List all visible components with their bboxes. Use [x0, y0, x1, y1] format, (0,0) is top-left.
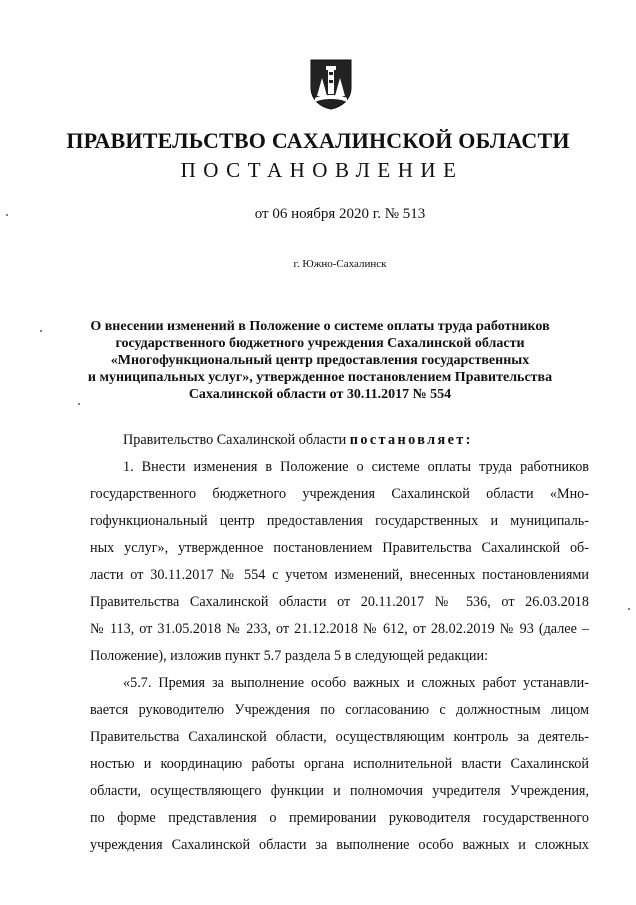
body-line: по форме представления о премировании руководителя государственного	[90, 810, 589, 826]
scan-speck	[40, 330, 42, 332]
document-city: г. Южно-Сахалинск	[293, 258, 387, 270]
subject-line: и муниципальных услуг», утвержденное постановлением Правительства	[87, 370, 553, 385]
preamble-emphasis: постановляет:	[349, 432, 473, 448]
document-body	[90, 427, 589, 859]
body-line: Положение), изложив пункт 5.7 раздела 5 в следующей редакции:	[90, 648, 489, 664]
body-line: «5.7. Премия за выполнение особо важных и сложных работ устанавли-	[123, 675, 589, 691]
body-line: области, осуществляющего функции и полномочия учредителя Учреждения,	[90, 783, 589, 799]
subject-line: государственного бюджетного учреждения Сахалинской области	[115, 336, 525, 351]
subject-line: О внесении изменений в Положение о системе оплаты труда работников	[90, 319, 550, 334]
body-line: 1. Внести изменения в Положение о системе оплаты труда работников	[123, 459, 589, 475]
scan-speck	[78, 403, 80, 405]
coat-of-arms-icon	[309, 58, 353, 110]
body-line: № 113, от 31.05.2018 № 233, от 21.12.2018 № 612, от 28.02.2019 № 93 (далее –	[90, 621, 589, 637]
body-line: ных услуг», утвержденное постановлением Правительства Сахалинской об-	[90, 540, 589, 556]
preamble-text: Правительство Сахалинской области	[123, 432, 350, 448]
body-line: учреждения Сахалинской области за выполнение особо важных и сложных	[90, 837, 589, 853]
body-line: ласти от 30.11.2017 № 554 с учетом изменений, внесенных постановлениями	[90, 567, 589, 583]
government-title: ПРАВИТЕЛЬСТВО САХАЛИНСКОЙ ОБЛАСТИ	[66, 128, 570, 153]
subject-line: «Многофункциональный центр предоставления государственных	[110, 353, 530, 368]
body-line: Правительства Сахалинской области, осуществляющим контроль за деятель-	[90, 729, 589, 745]
document-type: ПОСТАНОВЛЕНИЕ	[180, 158, 464, 182]
body-line: вается руководителю Учреждения по согласованию с должностным лицом	[90, 702, 589, 718]
document-date-number: от 06 ноября 2020 г. № 513	[254, 206, 426, 222]
subject-line: Сахалинской области от 30.11.2017 № 554	[188, 387, 452, 402]
document-subject	[70, 318, 570, 403]
preamble-line	[90, 427, 589, 454]
body-line: ностью и координацию работы органа исполнительной власти Сахалинской	[90, 756, 589, 772]
scan-speck	[6, 214, 8, 216]
body-line: государственного бюджетного учреждения Сахалинской области «Мно-	[90, 486, 589, 502]
scan-speck	[628, 608, 630, 610]
body-line: гофункциональный центр предоставления государственных и муниципаль-	[90, 513, 589, 529]
body-line: Правительства Сахалинской области от 20.11.2017 № 536, от 26.03.2018	[90, 594, 589, 610]
